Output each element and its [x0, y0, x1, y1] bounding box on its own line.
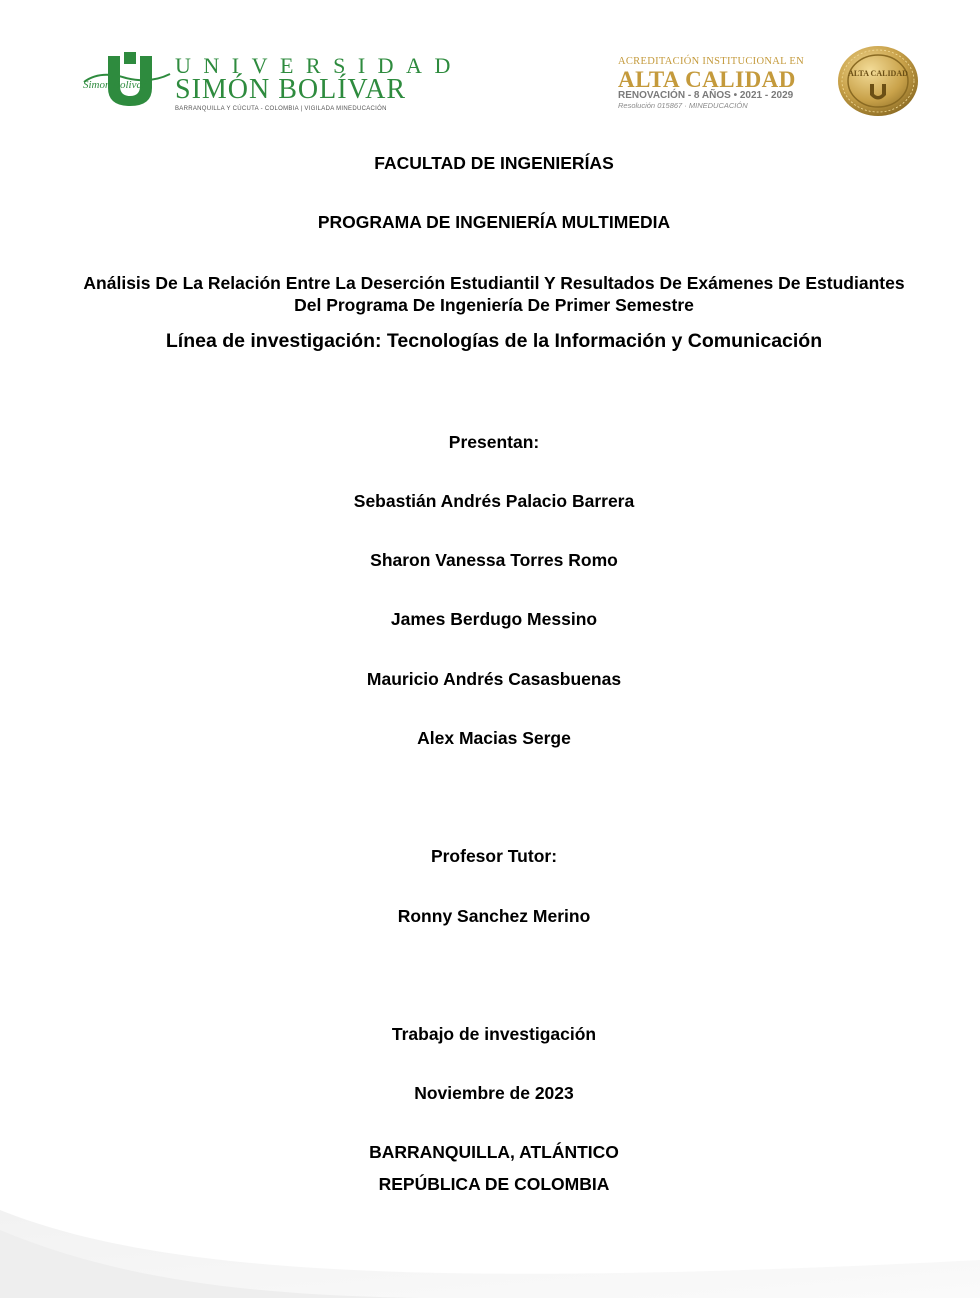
university-emblem-icon — [80, 52, 174, 108]
document-title — [40, 272, 948, 316]
svg-text:Simon Bolivar: Simon Bolivar — [83, 79, 147, 91]
presenter-name: James Berdugo Messino — [390, 609, 598, 629]
faculty-heading: FACULTAD DE INGENIERÍAS — [374, 153, 614, 173]
accreditation-line3: RENOVACIÓN - 8 AÑOS • 2021 - 2029 — [618, 90, 794, 101]
presenter-name: Alex Macias Serge — [417, 728, 571, 748]
tutor-label: Profesor Tutor: — [430, 846, 558, 866]
document-date: Noviembre de 2023 — [414, 1083, 574, 1103]
research-line: Línea de investigación: Tecnologías de la Información y Comunicación — [165, 330, 823, 352]
accreditation-line2: ALTA CALIDAD — [618, 67, 796, 92]
presenter-name: Mauricio Andrés Casasbuenas — [366, 669, 622, 689]
accreditation-line4: Resolución 015867 · MINEDUCACIÓN — [618, 101, 748, 110]
document-city: BARRANQUILLA, ATLÁNTICO — [369, 1142, 619, 1162]
university-logo-line3: BARRANQUILLA Y CÚCUTA - COLOMBIA | VIGILADA MINEDUCACIÓN — [175, 106, 387, 112]
presenter-name: Sharon Vanessa Torres Romo — [370, 550, 618, 570]
tutor-name: Ronny Sanchez Merino — [397, 906, 591, 926]
accreditation-seal-icon — [836, 44, 920, 118]
accreditation-logo — [618, 44, 924, 120]
presenters-label: Presentan: — [448, 432, 540, 452]
document-title-line1: Análisis De La Relación Entre La Deserción Estudiantil Y Resultados De Exámenes De Estudiantes — [83, 273, 905, 293]
program-heading: PROGRAMA DE INGENIERÍA MULTIMEDIA — [317, 212, 671, 232]
university-logo-line2: SIMÓN BOLÍVAR — [175, 74, 407, 105]
document-title-line2: Del Programa De Ingeniería De Primer Semestre — [294, 295, 694, 315]
university-logo-line1: UNIVERSIDAD — [175, 53, 463, 78]
university-logo — [80, 52, 463, 116]
work-type: Trabajo de investigación — [391, 1024, 597, 1044]
decorative-bottom-sweep — [0, 1150, 980, 1298]
accreditation-line1: ACREDITACIÓN INSTITUCIONAL EN — [618, 56, 804, 67]
document-country: REPÚBLICA DE COLOMBIA — [378, 1174, 610, 1194]
presenter-name: Sebastián Andrés Palacio Barrera — [353, 491, 635, 511]
seal-text: ALTA CALIDAD — [848, 69, 908, 78]
